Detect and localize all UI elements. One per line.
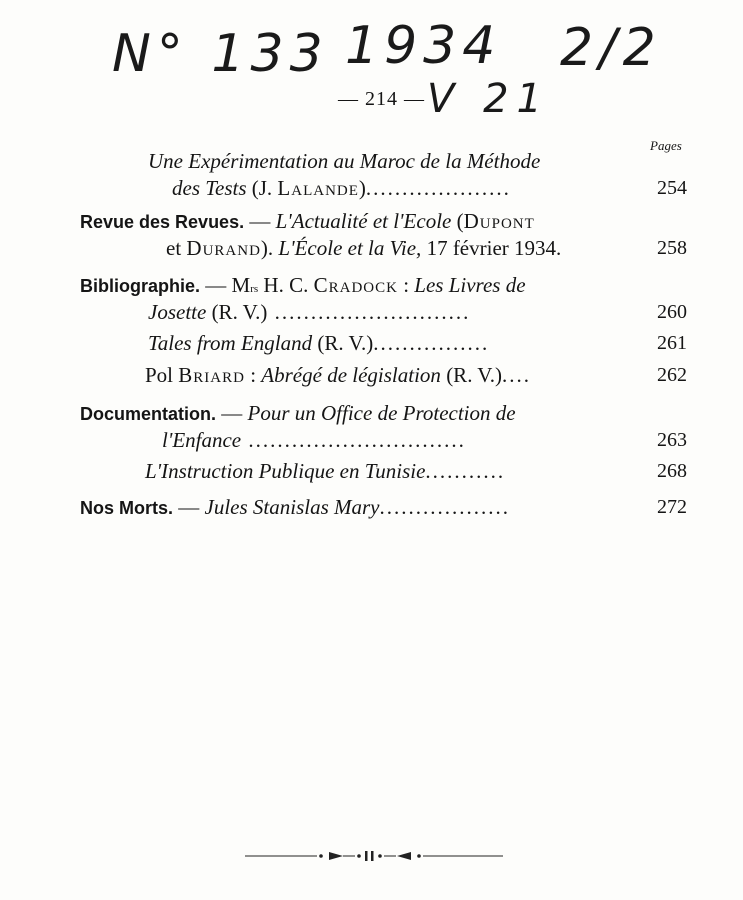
- leader-dots: ..................: [379, 495, 510, 519]
- entry-note: (R. V.): [440, 363, 503, 387]
- leader-dots: ................: [373, 331, 490, 355]
- paren-close: ): [358, 176, 366, 200]
- paren-open: (J.: [246, 176, 278, 200]
- leader-dots: ...........: [425, 459, 506, 483]
- colon: :: [244, 363, 262, 387]
- author-title: M: [231, 273, 251, 297]
- entry-title-cont: Josette: [148, 300, 207, 324]
- leader-dots: ..............................: [241, 428, 466, 452]
- entry-page: 260: [657, 301, 687, 323]
- entry-page: 272: [657, 496, 687, 518]
- entry-title: Jules Stanislas Mary: [204, 495, 380, 519]
- toc-entry-documentation: [0, 400, 743, 454]
- section-heading: Bibliographie.: [80, 276, 201, 296]
- handwritten-volume: V 21: [427, 76, 550, 122]
- entry-title: Une Expérimentation au Maroc de la Méthode: [148, 149, 541, 173]
- toc-entry-tales: [0, 330, 743, 357]
- leader-dots: ...........................: [267, 300, 471, 324]
- entry-title-cont: l'Enfance: [162, 428, 242, 452]
- leader-dots: ....................: [365, 176, 511, 200]
- entry-title: Abrégé de législation: [261, 363, 441, 387]
- page-number: — 214 —: [338, 88, 425, 110]
- entry-author: Lalande: [277, 176, 359, 200]
- conjunction: et: [166, 236, 187, 260]
- toc-entry-bibliographie: [0, 272, 743, 326]
- entry-author-2: Durand: [186, 236, 261, 260]
- section-heading: Nos Morts.: [80, 498, 174, 518]
- author-title-sup: rs: [250, 283, 259, 295]
- colon: :: [397, 273, 415, 297]
- entry-page: 254: [657, 177, 687, 199]
- entry-title: Pour un Office de Protection de: [247, 401, 516, 425]
- dash: —: [173, 495, 205, 519]
- section-heading: Documentation.: [80, 404, 217, 424]
- pages-column-label: Pages: [650, 138, 682, 153]
- dash: —: [244, 209, 276, 233]
- toc-entry-tunisie: [0, 458, 743, 485]
- author-initials: H. C.: [258, 273, 314, 297]
- entry-title: L'Actualité et l'Ecole: [275, 209, 452, 233]
- handwritten-year: 1934: [345, 16, 502, 76]
- entry-note: (R. V.): [312, 331, 374, 355]
- paren-close: ).: [260, 236, 279, 260]
- handwritten-fraction: 2/2: [560, 18, 662, 78]
- entry-title-cont: des Tests: [172, 176, 247, 200]
- entry-date: 17 février 1934.: [421, 236, 562, 260]
- entry-page: 261: [657, 332, 687, 354]
- entry-page: 258: [657, 237, 687, 259]
- dash: —: [216, 401, 248, 425]
- entry-title: L'Instruction Publique en Tunisie: [145, 459, 426, 483]
- dash: —: [200, 273, 232, 297]
- author-first-name: Pol: [145, 363, 179, 387]
- handwritten-issue-number: N° 133: [112, 24, 329, 84]
- toc-entry-nos-morts: [0, 494, 743, 521]
- entry-author: Dupont: [463, 209, 535, 233]
- entry-page: 262: [657, 364, 687, 386]
- leader-dots: ....: [502, 363, 532, 387]
- entry-author: Briard: [178, 363, 245, 387]
- toc-entry-briard: [0, 362, 743, 389]
- entry-page: 263: [657, 429, 687, 451]
- ornament-divider: [245, 848, 505, 864]
- section-heading: Revue des Revues.: [80, 212, 245, 232]
- entry-author: Cradock: [313, 273, 398, 297]
- entry-title: Les Livres de: [414, 273, 526, 297]
- paren-open: (: [451, 209, 464, 233]
- entry-page: 268: [657, 460, 687, 482]
- entry-title-2: L'École et la Vie,: [278, 236, 422, 260]
- toc-entry-revue: [0, 208, 743, 262]
- entry-title: Tales from England: [148, 331, 313, 355]
- toc-entry-maroc: [0, 148, 743, 202]
- entry-note: (R. V.): [206, 300, 268, 324]
